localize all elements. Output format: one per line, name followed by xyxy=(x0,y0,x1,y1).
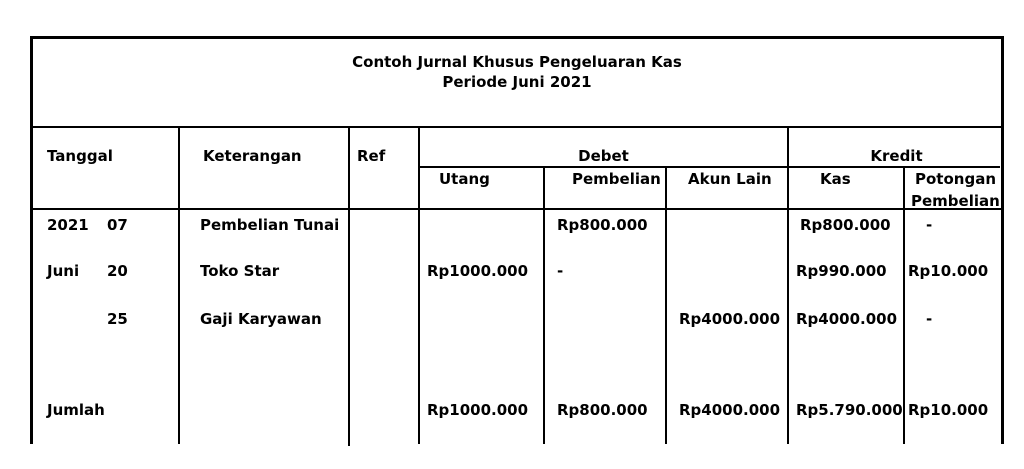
row-3-date-day: 25 xyxy=(107,310,128,328)
debet-kredit-underline xyxy=(420,166,1000,168)
row-3-akun-lain: Rp4000.000 xyxy=(679,310,781,328)
col-divider-pembelian xyxy=(665,167,667,444)
row-3-potongan: - xyxy=(926,310,933,328)
col-divider-tanggal xyxy=(178,126,180,444)
header-tanggal: Tanggal xyxy=(47,147,113,165)
row-1-potongan: - xyxy=(926,216,933,234)
row-2-pembelian: - xyxy=(557,262,564,280)
total-kas: Rp5.790.000 xyxy=(796,401,903,419)
total-pembelian: Rp800.000 xyxy=(557,401,648,419)
header-potongan-pembelian: Pembelian xyxy=(911,192,1000,210)
header-akun-lain: Akun Lain xyxy=(688,170,772,188)
header-top-line xyxy=(30,126,1004,128)
header-kredit: Kredit xyxy=(870,147,923,165)
journal-table-frame xyxy=(30,36,1004,444)
header-kas: Kas xyxy=(820,170,851,188)
header-debet: Debet xyxy=(578,147,629,165)
table-subtitle: Periode Juni 2021 xyxy=(442,73,592,91)
row-1-date-day: 07 xyxy=(107,216,128,234)
col-divider-ref xyxy=(418,126,420,444)
header-ref: Ref xyxy=(357,147,386,165)
row-2-utang: Rp1000.000 xyxy=(427,262,529,280)
row-2-date-month: Juni xyxy=(47,262,80,280)
row-2-keterangan: Toko Star xyxy=(200,262,280,280)
row-2-kas: Rp990.000 xyxy=(796,262,887,280)
header-keterangan: Keterangan xyxy=(203,147,302,165)
total-akun-lain: Rp4000.000 xyxy=(679,401,781,419)
col-divider-utang xyxy=(543,167,545,444)
header-utang: Utang xyxy=(439,170,490,188)
row-2-potongan: Rp10.000 xyxy=(908,262,989,280)
row-1-pembelian: Rp800.000 xyxy=(557,216,648,234)
row-1-date-year: 2021 xyxy=(47,216,89,234)
row-2-date-day: 20 xyxy=(107,262,128,280)
row-3-kas: Rp4000.000 xyxy=(796,310,898,328)
col-divider-kas xyxy=(903,167,905,444)
header-bottom-line xyxy=(30,208,1004,210)
row-1-kas: Rp800.000 xyxy=(800,216,891,234)
col-divider-debet-kredit xyxy=(787,126,789,444)
col-divider-keterangan xyxy=(348,126,350,446)
row-3-keterangan: Gaji Karyawan xyxy=(200,310,322,328)
header-pembelian: Pembelian xyxy=(572,170,661,188)
row-1-keterangan: Pembelian Tunai xyxy=(200,216,340,234)
total-potongan: Rp10.000 xyxy=(908,401,989,419)
total-label: Jumlah xyxy=(47,401,105,419)
table-title: Contoh Jurnal Khusus Pengeluaran Kas xyxy=(352,53,682,71)
total-utang: Rp1000.000 xyxy=(427,401,529,419)
header-potongan: Potongan xyxy=(915,170,996,188)
